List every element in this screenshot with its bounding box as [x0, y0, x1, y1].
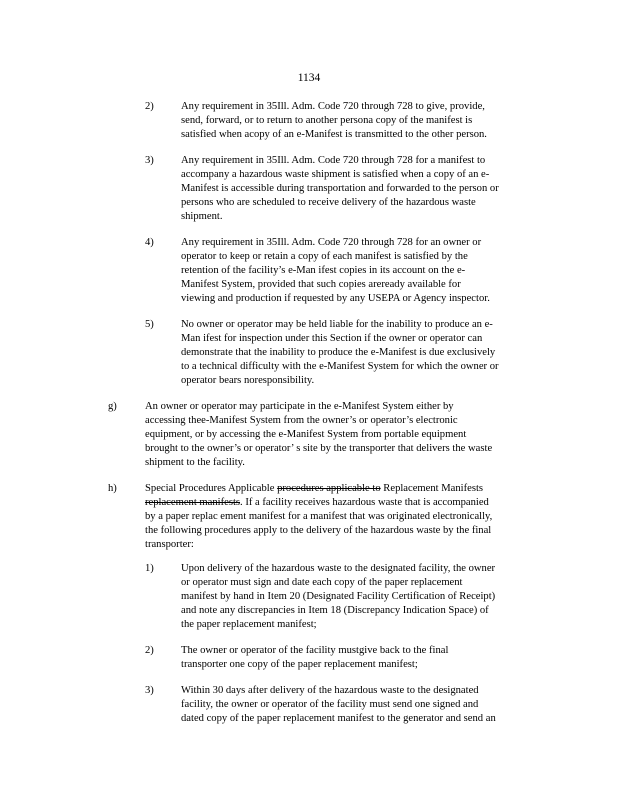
text-line: send, forward, or to return to another persona copy of the manifest is — [181, 115, 473, 126]
item-text — [145, 482, 492, 552]
text-line: operator bears noresponsibility. — [181, 375, 315, 386]
text-line: Manifest System, provided that such copies areready available for — [181, 279, 461, 290]
text-line — [145, 482, 492, 496]
text-line: Manifest is accessible during transportation and forwarded to the person or — [181, 183, 499, 194]
heading-text: Replacement Manifests — [383, 483, 484, 494]
text-line: the paper replacement manifest; — [181, 619, 317, 630]
item-label: 1) — [145, 563, 154, 574]
item-text — [181, 684, 496, 726]
text-line: Any requirement in 35Ill. Adm. Code 720 through 728 to give, provide, — [181, 101, 485, 112]
text-line: to a technical difficulty with the e-Manifest System for which the owner or — [181, 361, 499, 372]
text-line: and note any discrepancies in Item 18 (Discrepancy Indication Space) of — [181, 605, 489, 616]
item-text — [181, 644, 448, 672]
item-text — [181, 236, 490, 306]
text-line: Within 30 days after delivery of the hazardous waste to the designated — [181, 685, 479, 696]
item-label: 3) — [145, 155, 154, 166]
item-label: 3) — [145, 685, 154, 696]
text-line: shipment to the facility. — [145, 457, 245, 468]
item-label: 2) — [145, 645, 154, 656]
text-line: accessing thee-Manifest System from the owner’s or operator’s electronic — [145, 415, 458, 426]
text-line: by a paper replac ement manifest for a manifest that was originated electronically, — [145, 511, 493, 522]
text-line: An owner or operator may participate in the e-Manifest System either by — [145, 401, 454, 412]
text-line: dated copy of the paper replacement manifest to the generator and send an — [181, 713, 496, 724]
item-text — [145, 400, 492, 470]
heading-text: Special Procedures Applicable — [145, 483, 275, 494]
inline-text: . If a facility receives hazardous waste that is accompanied — [240, 497, 489, 508]
text-line: transporter one copy of the paper replacement manifest; — [181, 659, 418, 670]
text-line: transporter: — [145, 539, 194, 550]
page-number: 1134 — [297, 72, 321, 84]
text-line: demonstrate that the inability to produce the e-Manifest is due exclusively — [181, 347, 496, 358]
text-line: manifest by hand in Item 20 (Designated Facility Certification of Receipt) — [181, 591, 496, 602]
text-line: The owner or operator of the facility mustgive back to the final — [181, 645, 449, 656]
text-line: facility, the owner or operator of the facility must send one signed and — [181, 699, 479, 710]
text-line — [145, 496, 492, 510]
text-line: brought to the owner’s or operator’ s site by the transporter that delivers the waste — [145, 443, 493, 454]
text-line: shipment. — [181, 211, 223, 222]
text-line: retention of the facility’s e-Man ifest copies in its account on the e- — [181, 265, 466, 276]
text-line: Upon delivery of the hazardous waste to the designated facility, the owner — [181, 563, 496, 574]
text-line: the following procedures apply to the delivery of the hazardous waste by the final — [145, 525, 492, 536]
item-label: 5) — [145, 319, 154, 330]
text-line: Man ifest for inspection under this Section if the owner or operator can — [181, 333, 483, 344]
item-text — [181, 318, 499, 388]
text-line: equipment, or by accessing the e-Manifest System from portable equipment — [145, 429, 467, 440]
text-line: satisfied when acopy of an e-Manifest is transmitted to the other person. — [181, 129, 487, 140]
text-line: or operator must sign and date each copy of the paper replacement — [181, 577, 463, 588]
item-label: 4) — [145, 237, 154, 248]
text-line: Any requirement in 35Ill. Adm. Code 720 through 728 for a manifest to — [181, 155, 486, 166]
struck-text: replacement manifests — [145, 497, 241, 508]
item-text — [181, 100, 487, 142]
text-line: Any requirement in 35Ill. Adm. Code 720 through 728 for an owner or — [181, 237, 482, 248]
text-line: accompany a hazardous waste shipment is satisfied when a copy of an e- — [181, 169, 490, 180]
item-label: g) — [108, 401, 117, 412]
text-line: operator to keep or retain a copy of each manifest is satisfied by the — [181, 251, 468, 262]
item-label: 2) — [145, 101, 154, 112]
text-line: persons who are scheduled to receive delivery of the hazardous waste — [181, 197, 476, 208]
struck-text: procedures applicable to — [277, 483, 381, 494]
item-label: h) — [108, 483, 117, 494]
item-text — [181, 154, 499, 224]
text-line: No owner or operator may be held liable for the inability to produce an e- — [181, 319, 493, 330]
text-line: viewing and production if requested by any USEPA or Agency inspector. — [181, 293, 490, 304]
item-text — [181, 562, 495, 632]
